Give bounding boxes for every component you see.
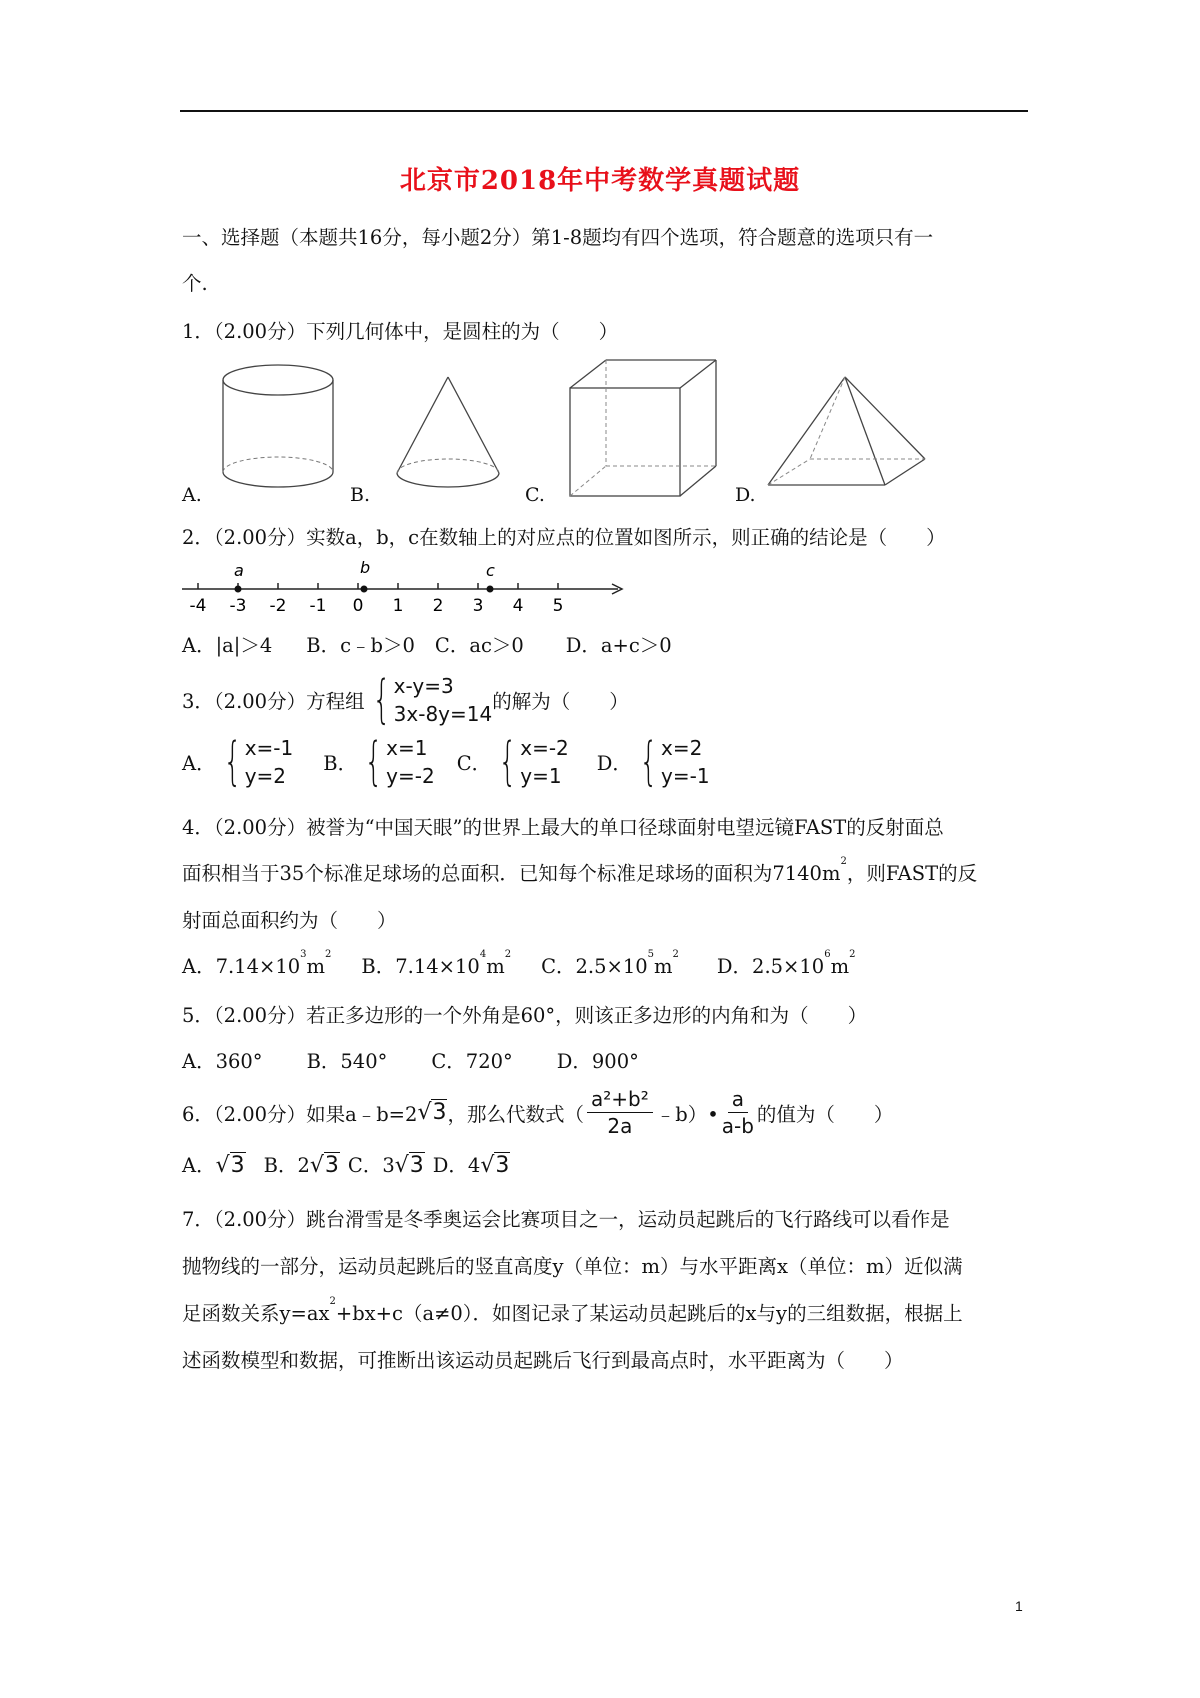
q2-option-c: C．ac＞0 [434, 634, 524, 657]
q3-option-b-label: B． [323, 752, 358, 775]
q3-option-a-label: A． [182, 752, 216, 775]
q6-after: ﹣b）• [655, 1102, 719, 1126]
q5-option-c: C．720° [431, 1050, 513, 1073]
q3-b-y: y=-2 [386, 764, 435, 788]
q4-option-a: A．$7.14\times 10^3m^2$ [182, 949, 332, 978]
pyramid-figure [765, 375, 935, 495]
cylinder-figure [220, 360, 340, 495]
q4-line1: 4．（2.00分）被誉为“中国天眼”的世界上最大的单口径球面射电望远镜FAST的反射面总 [182, 816, 944, 839]
q6-option-a: A．√3 [182, 1153, 245, 1178]
q3-c-y: y=1 [520, 764, 562, 788]
brace-icon: { [223, 732, 242, 792]
header-rule [180, 110, 1028, 112]
q6-mid: ，那么代数式（ [447, 1102, 584, 1126]
q4-line2 [182, 858, 977, 886]
q7-line2: 抛物线的一部分，运动员起跳后的竖直高度y（单位：m）与水平距离x（单位：m）近似满 [182, 1255, 963, 1278]
number-line-tick-label: 4 [512, 596, 524, 615]
q3-suffix: 的解为（ ） [492, 690, 629, 713]
number-line-tick-label: -4 [189, 596, 207, 615]
q2-option-d: D．a+c＞0 [565, 634, 672, 657]
q3-option-c-label: C． [456, 752, 492, 775]
q3-equation-system [365, 672, 493, 728]
q6-stem [182, 1086, 893, 1139]
number-line-tick-label: 2 [432, 596, 444, 615]
q3-d-x: x=2 [661, 736, 703, 760]
q7-line3 [182, 1298, 963, 1326]
q2-options [182, 630, 672, 658]
section-intro-line2: 个. [182, 272, 208, 295]
number-line-tick-label: -2 [269, 596, 287, 615]
sqrt-icon: √3 [417, 1100, 447, 1125]
q3-option-b [357, 734, 435, 790]
page-number: 1 [1015, 1598, 1023, 1614]
q6-fraction2: $\frac{a}{a-b}$ [721, 1087, 754, 1138]
brace-icon: { [372, 670, 391, 730]
q6-option-c: C．3√3 [347, 1153, 424, 1178]
brace-icon: { [639, 732, 658, 792]
q3-option-a [216, 734, 294, 790]
q3-prefix: 3．（2.00分）方程组 [182, 690, 365, 713]
q4-options [182, 951, 855, 979]
q6-options [182, 1150, 510, 1178]
point-a-label: a [234, 561, 244, 580]
q4-option-b: B．$7.14\times 10^4m^2$ [361, 949, 512, 978]
q5-option-b: B．540° [306, 1050, 388, 1073]
q5-stem: 5．（2.00分）若正多边形的一个外角是60°，则该正多边形的内角和为（ ） [182, 1004, 868, 1027]
q2-stem: 2．（2.00分）实数a，b，c在数轴上的对应点的位置如图所示，则正确的结论是（ ） [182, 526, 946, 549]
q2-option-b: B．c﹣b＞0 [306, 634, 415, 657]
q1-stem: 1．（2.00分）下列几何体中，是圆柱的为（ ） [182, 320, 619, 343]
q5-option-d: D．900° [556, 1050, 639, 1073]
q1-option-a-label: A. [182, 484, 202, 506]
q1-option-d-label: D. [735, 484, 756, 506]
q7-line3-tail: +bx+c（a≠0）．如图记录了某运动员起跳后的x与y的三组数据，根据上 [335, 1302, 963, 1325]
cone-figure [393, 375, 503, 495]
number-line-tick-label: 5 [552, 596, 564, 615]
q7-line1: 7．（2.00分）跳台滑雪是冬季奥运会比赛项目之一，运动员起跳后的飞行路线可以看作是 [182, 1208, 950, 1231]
q1-option-c-label: C. [525, 484, 545, 506]
q4-line2-text: 面积相当于35个标准足球场的总面积．已知每个标准足球场的面积为7140m [182, 862, 841, 885]
q3-eq1: x-y=3 [393, 674, 454, 698]
q7-superscript: 2 [329, 1296, 336, 1307]
q3-a-y: y=2 [244, 764, 287, 788]
q4-line3: 射面总面积约为（ ） [182, 909, 397, 932]
q3-d-y: y=-1 [661, 764, 710, 788]
point-b-dot [361, 586, 368, 593]
q3-options [182, 734, 710, 790]
q5-options [182, 1046, 639, 1074]
q6-prefix: 6．（2.00分）如果a﹣b=2 [182, 1102, 418, 1126]
q7-line3-text: 足函数关系y=ax [182, 1302, 330, 1325]
q6-fraction1: $\frac{\text{a²+b²}}{2a}$ [587, 1086, 653, 1139]
section-intro-line1: 一、选择题（本题共16分，每小题2分）第1-8题均有四个选项，符合题意的选项只有一 [182, 226, 934, 249]
cube-figure [568, 358, 723, 498]
q3-option-c [491, 734, 569, 790]
number-line-tick-label: 0 [352, 596, 364, 615]
number-line-tick-label: -1 [309, 596, 327, 615]
q7-line4: 述函数模型和数据，可推断出该运动员起跳后飞行到最高点时，水平距离为（ ） [182, 1349, 904, 1372]
q6-option-d: D．4√3 [432, 1153, 510, 1178]
q3-b-x: x=1 [386, 736, 428, 760]
q4-option-d: D．$2.5\times 10^6m^2$ [716, 949, 856, 978]
q3-eq2: 3x-8y=14 [393, 702, 493, 726]
q3-a-x: x=-1 [244, 736, 294, 760]
page-title: 北京市2018年中考数学真题试题 [399, 166, 801, 196]
brace-icon: { [364, 732, 383, 792]
q3-option-d-label: D． [596, 752, 632, 775]
q1-option-b-label: B. [350, 484, 371, 506]
q3-option-d [632, 734, 710, 790]
q6-option-b: B．2√3 [263, 1153, 339, 1178]
q3-stem [182, 672, 629, 728]
q4-line2-tail: ，则FAST的反 [846, 862, 978, 885]
number-line-tick-label: 3 [472, 596, 484, 615]
brace-icon: { [498, 732, 517, 792]
q2-option-a: A．|a|＞4 [182, 634, 273, 657]
q5-option-a: A．360° [182, 1050, 263, 1073]
number-line-tick-label: 1 [392, 596, 404, 615]
point-b-label: b [360, 558, 371, 577]
q3-c-x: x=-2 [520, 736, 569, 760]
number-line [180, 555, 630, 615]
point-a-dot [235, 586, 242, 593]
q4-superscript: 2 [840, 856, 847, 867]
q6-suffix: 的值为（ ） [756, 1102, 894, 1126]
number-line-tick-label: -3 [229, 596, 247, 615]
q4-option-c: C．$2.5\times 10^5m^2$ [541, 949, 679, 978]
point-c-dot [487, 586, 494, 593]
point-c-label: c [486, 561, 495, 580]
